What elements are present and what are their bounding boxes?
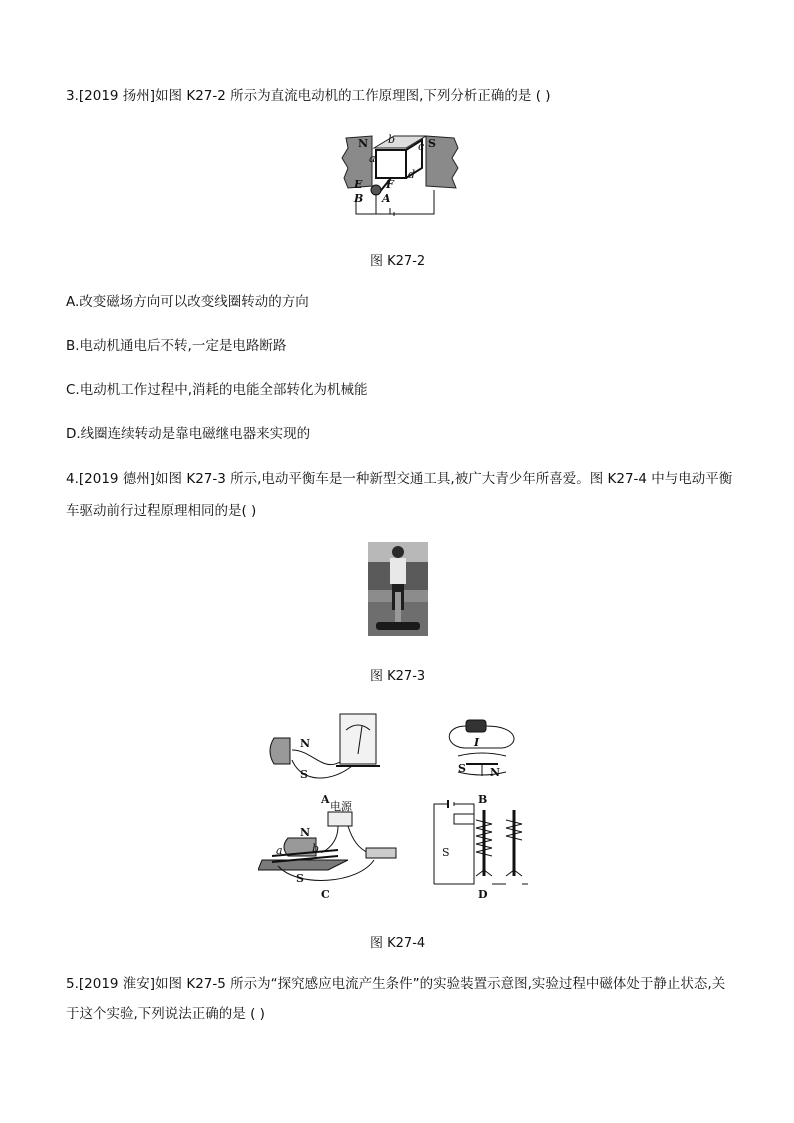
fig-c-label-a: a [276,844,283,857]
figure-caption-k27-2: 图 K27-2 [370,254,426,269]
fig-b-label-i: I [474,736,480,749]
q5-stem-line2: 于这个实验,下列说法正确的是 ( ) [66,1006,265,1022]
fig3-label-a: a [369,152,376,165]
fig3-label-a-brush: A [382,192,391,205]
figure-d-electromagnets [428,800,534,886]
q5-stem-line1: 5.[2019 淮安]如图 K27-5 所示为“探究感应电流产生条件”的实验装置示意图,实验过程中磁体处于静止状态,关 [66,976,726,992]
fig3-label-d: d [408,168,416,181]
figure-a-svg [262,710,382,790]
q3-stem: 3.[2019 扬州]如图 K27-2 所示为直流电动机的工作原理图,下列分析正确的是 ( ) [66,88,551,104]
fig3-label-e: E [354,178,363,191]
figure-b-label: B [478,793,488,806]
figure-c-label: C [321,888,330,901]
figure-b-current-compass [444,716,520,782]
fig-c-label-n: N [300,826,311,839]
fig3-label-s: S [428,137,436,150]
fig-c-label-b: b [312,842,320,855]
fig-c-label-s: S [296,872,304,885]
q3-option-c: C.电动机工作过程中,消耗的电能全部转化为机械能 [66,382,368,398]
fig3-label-b-brush: B [354,192,364,205]
balance-scooter-photo [368,542,428,636]
q3-option-d: D.线圈连续转动是靠电磁继电器来实现的 [66,426,311,442]
fig-b-label-n: N [490,766,501,779]
balance-scooter-photo-svg [368,542,428,636]
figure-b-svg [444,716,520,782]
figure-d-svg [428,800,534,886]
q4-stem-line2: 车驱动前行过程原理相同的是( ) [66,503,257,519]
fig3-label-f: F [386,178,394,191]
motor-diagram [336,128,464,220]
fig-d-label-s: S [442,846,450,859]
fig3-label-b: b [388,133,396,146]
q4-stem-line1: 4.[2019 德州]如图 K27-3 所示,电动平衡车是一种新型交通工具,被广大青少年所喜爱。图 K27-4 中与电动平衡 [66,471,733,487]
fig3-label-n: N [358,137,369,150]
fig-c-label-power: 电源 [330,800,352,813]
fig-a-label-s: S [300,768,308,781]
figure-d-label: D [478,888,488,901]
fig-b-label-s: S [458,762,466,775]
motor-diagram-svg [336,128,464,220]
q3-option-b: B.电动机通电后不转,一定是电路断路 [66,338,287,354]
fig3-label-c: c [418,140,425,153]
q3-option-a: A.改变磁场方向可以改变线圈转动的方向 [66,294,309,310]
figure-caption-k27-3: 图 K27-3 [370,669,426,684]
figure-a-label: A [321,793,330,806]
figure-a-galvanometer [262,710,382,790]
figure-caption-k27-4: 图 K27-4 [370,936,426,951]
figure-c-motor-rails [258,800,398,885]
fig-a-label-n: N [300,737,311,750]
